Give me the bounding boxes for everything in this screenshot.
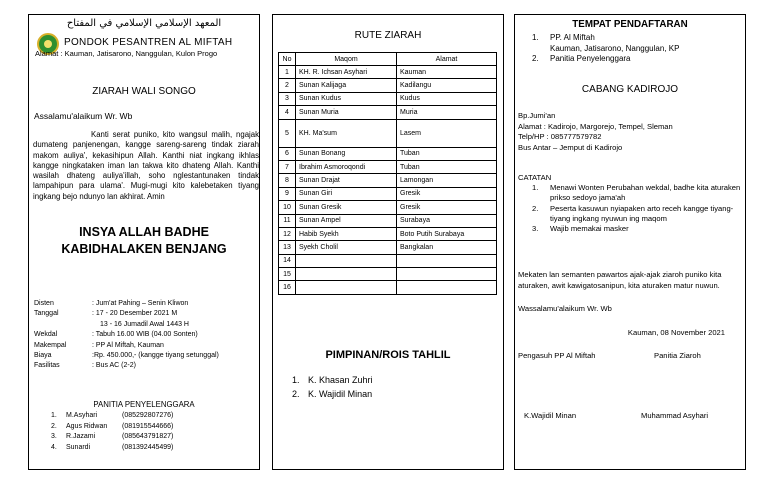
table-row: [279, 119, 497, 147]
signatory-label-2: Panitia Ziaroh: [654, 351, 701, 360]
cell-maqom: Syekh Cholil: [296, 241, 397, 254]
cell-maqom: Sunan Kudus: [296, 92, 397, 105]
branch-contact: [518, 111, 673, 153]
cell-alamat: Lamongan: [397, 174, 497, 187]
cell-maqom: [296, 281, 397, 294]
cell-alamat: Kauman: [397, 66, 497, 79]
cell-no: 4: [279, 106, 296, 119]
cell-maqom: Sunan Kalijaga: [296, 79, 397, 92]
table-row: [279, 66, 497, 79]
table-row: [279, 79, 497, 92]
cell-no: 10: [279, 201, 296, 214]
cell-maqom: [296, 254, 397, 267]
cell-alamat: Tuban: [397, 147, 497, 160]
committee-item: 1. M.Asyhari (085292807276): [51, 412, 174, 419]
cell-no: 14: [279, 254, 296, 267]
table-row: [279, 227, 497, 240]
route-table: [278, 52, 497, 295]
cell-alamat: Tuban: [397, 160, 497, 173]
closing-paragraph: Mekaten lan semanten pawartos ajak-ajak ziaroh puniko kita aturaken, awit kawigatosanipun, kita aturaken matur nuwun.: [518, 270, 722, 290]
table-row: [279, 241, 497, 254]
table-row: [279, 187, 497, 200]
detail-row: Disten : Jum'at Pahing – Senin Kliwon: [34, 300, 189, 307]
committee-item: 2. Agus Ridwan (081915544666): [51, 422, 174, 430]
cell-maqom: Habib Syekh: [296, 227, 397, 240]
detail-row: Wekdal : Tabuh 16.00 WIB (04.00 Sonten): [34, 331, 198, 339]
greeting: Assalamu'alaikum Wr. Wb: [34, 111, 133, 121]
contact-line: Telp/HP : 085777579782: [518, 132, 602, 142]
page-title: ZIARAH WALI SONGO: [92, 86, 196, 97]
cell-alamat: Bangkalan: [397, 241, 497, 254]
cell-alamat: Kadilangu: [397, 79, 497, 92]
detail-row: Fasilitas : Bus AC (2-2): [34, 362, 136, 370]
cell-alamat: Kudus: [397, 92, 497, 105]
announcement-line-1: INSYA ALLAH BADHE: [79, 225, 209, 239]
cell-maqom: Sunan Giri: [296, 187, 397, 200]
cell-alamat: Boto Putih Surabaya: [397, 227, 497, 240]
cell-alamat: Gresik: [397, 187, 497, 200]
cell-no: 3: [279, 92, 296, 105]
cell-no: 11: [279, 214, 296, 227]
front-panel: [28, 14, 260, 470]
branch-title: CABANG KADIROJO: [581, 84, 679, 95]
cell-maqom: Sunan Bonang: [296, 147, 397, 160]
cell-no: 15: [279, 268, 296, 281]
signatory-label-1: Pengasuh PP Al Miftah: [518, 351, 596, 360]
table-header-row: [279, 53, 497, 66]
detail-row: Makempal : PP Al Miftah, Kauman: [34, 341, 164, 349]
leaders-list: [292, 374, 373, 401]
table-row: [279, 268, 497, 281]
invitation-paragraph: Kanti serat puniko, kito wangsul malih, ngajak dumateng panjenengan, kangge sareng-sareng tindak ziarah makom auliya', kekasihipun Allah. Kanthi niat ingkang ikhlas kangge ningkataken iman lan takwa kito dhateng Allah. Kanthi wasilah dhateng auliya'illah, soho nglestantunaken tindak lampahipun para ulama'. Mugi-mugi kito kalebetaken tiyang ingkang bejo ndunyo lan akhirat. Amin: [33, 130, 259, 201]
cell-no: 7: [279, 160, 296, 173]
registration-place-item: 2. Panitia Penyelenggara: [532, 54, 631, 64]
registration-place-item: 1. PP. Al Miftah Kauman, Jatisarono, Nanggulan, KP: [532, 33, 680, 53]
cell-maqom: Ibrahim Asmoroqondi: [296, 160, 397, 173]
cell-maqom: Sunan Gresik: [296, 201, 397, 214]
cell-no: 16: [279, 281, 296, 294]
committee-list: [51, 411, 173, 453]
signatory-name-1: K.Wajidil Minan: [524, 411, 577, 420]
column-header-no: No: [279, 53, 296, 66]
notes-list: [532, 183, 742, 234]
cell-maqom: Sunan Ampel: [296, 214, 397, 227]
cell-alamat: [397, 254, 497, 267]
cell-no: 2: [279, 79, 296, 92]
detail-row: Biaya :Rp. 450.000,- (kangge tiyang setunggal): [34, 352, 219, 360]
note-item: 2. Peserta kasuwun nyiapaken arto receh kangge tiyang-tiyang ingkang nyuwun ing maqom: [532, 203, 734, 223]
cell-maqom: KH. R. Ichsan Asyhari: [296, 66, 397, 79]
route-title: RUTE ZIARAH: [354, 30, 422, 41]
table-row: [279, 147, 497, 160]
registration-title: TEMPAT PENDAFTARAN: [572, 19, 688, 30]
column-header-alamat: Alamat: [397, 53, 497, 66]
closing-greeting: Wassalamu'alaikum Wr. Wb: [518, 304, 612, 313]
cell-alamat: Muria: [397, 106, 497, 119]
table-row: [279, 201, 497, 214]
cell-no: 1: [279, 66, 296, 79]
committee-title: PANITIA PENYELENGGARA: [93, 400, 195, 409]
note-item: 1. Menawi Wonten Perubahan wekdal, badhe kita aturaken prikso sedoyo jama'ah: [532, 183, 741, 203]
leader-item: 1. K. Khasan Zuhri: [292, 375, 373, 385]
column-header-maqom: Maqom: [296, 53, 397, 66]
cell-maqom: Sunan Drajat: [296, 174, 397, 187]
signatory-name-2: Muhammad Asyhari: [641, 411, 709, 420]
route-panel: [272, 14, 504, 470]
letter-date: Kauman, 08 November 2021: [627, 328, 725, 337]
cell-alamat: [397, 281, 497, 294]
detail-row: 13 - 16 Jumadil Awal 1443 H: [100, 320, 189, 328]
cell-no: 13: [279, 241, 296, 254]
arabic-header: المعهد الإسلامي الإسلامي في المفتاح: [66, 18, 222, 29]
cell-no: 12: [279, 227, 296, 240]
table-row: [279, 254, 497, 267]
contact-line: Bp.Jumi'an: [518, 111, 556, 120]
event-details: [34, 299, 219, 372]
table-row: [279, 214, 497, 227]
table-row: [279, 106, 497, 119]
school-name: PONDOK PESANTREN AL MIFTAH: [64, 37, 233, 48]
contact-line: Alamat : Kadirojo, Margorejo, Tempel, Sleman: [518, 121, 673, 131]
cell-maqom: Sunan Muria: [296, 106, 397, 119]
cell-no: 6: [279, 147, 296, 160]
cell-alamat: Lasem: [397, 119, 497, 147]
registration-panel: [514, 14, 746, 470]
table-row: [279, 281, 497, 294]
school-address: Alamat : Kauman, Jatisarono, Nanggulan, Kulon Progo: [35, 49, 218, 58]
note-item: 3. Wajib memakai masker: [532, 224, 629, 234]
cell-no: 9: [279, 187, 296, 200]
detail-row: Tanggal : 17 - 20 Desember 2021 M: [34, 310, 178, 318]
cell-no: 5: [279, 119, 296, 147]
cell-alamat: [397, 268, 497, 281]
notes-title: CATATAN: [518, 173, 552, 182]
leader-item: 2. K. Wajidil Minan: [292, 388, 373, 399]
cell-maqom: [296, 268, 397, 281]
registration-places: [532, 33, 679, 65]
leaders-title: PIMPINAN/ROIS TAHLIL: [325, 349, 451, 361]
table-row: [279, 92, 497, 105]
committee-item: 4. Sunardi (081392445499): [51, 443, 174, 451]
cell-no: 8: [279, 174, 296, 187]
table-row: [279, 160, 497, 173]
announcement-heading: [29, 224, 259, 258]
contact-line: Bus Antar – Jemput di Kadirojo: [518, 142, 623, 152]
committee-item: 3. R.Jazami (085643791827): [51, 433, 174, 440]
table-row: [279, 174, 497, 187]
cell-alamat: Surabaya: [397, 214, 497, 227]
cell-alamat: Gresik: [397, 201, 497, 214]
cell-maqom: KH. Ma'sum: [296, 119, 397, 147]
announcement-line-2: KABIDHALAKEN BENJANG: [61, 242, 227, 256]
